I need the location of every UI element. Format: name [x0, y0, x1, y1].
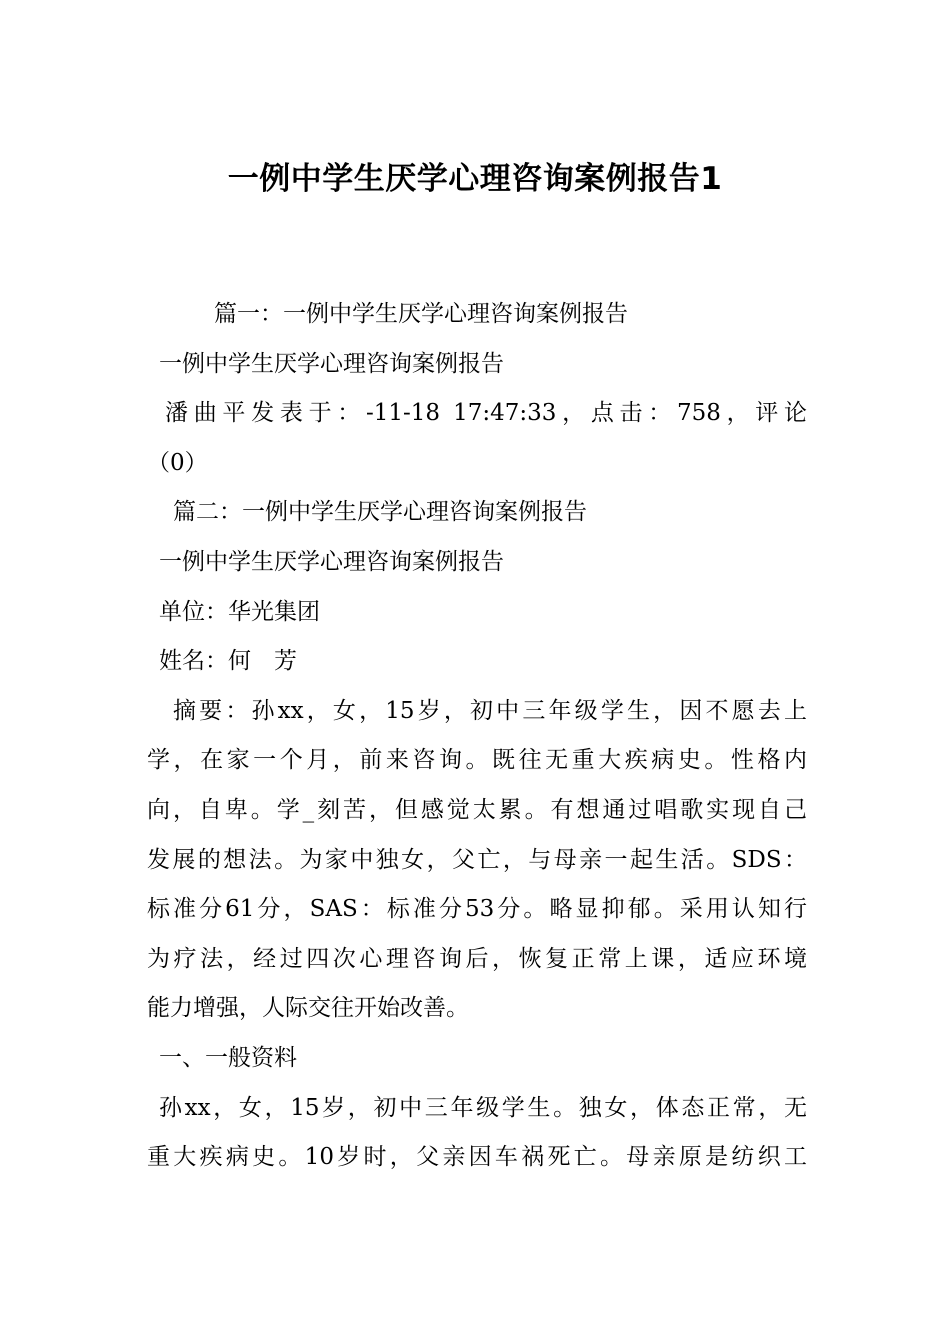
document-line: 单位：华光集团	[159, 598, 320, 625]
document-line: 摘要：孙xx，女，15岁，初中三年级学生，因不愿去上	[173, 697, 807, 724]
document-line: 一、一般资料	[159, 1044, 297, 1071]
document-line: 学，在家一个月，前来咨询。既往无重大疾病史。性格内	[147, 747, 807, 774]
document-line: 标准分61分，SAS：标准分53分。略显抑郁。采用认知行	[147, 896, 807, 923]
document-title: 一例中学生厌学心理咨询案例报告1	[227, 161, 723, 197]
document-body	[147, 290, 807, 1183]
document-line: 篇一：一例中学生厌学心理咨询案例报告	[214, 301, 628, 327]
document-line: 为疗法，经过四次心理咨询后，恢复正常上课，适应环境	[147, 945, 807, 972]
document-line: 一例中学生厌学心理咨询案例报告	[159, 548, 504, 575]
document-line: 篇二：一例中学生厌学心理咨询案例报告	[173, 499, 587, 526]
document-line: 向，自卑。学_刻苦，但感觉太累。有想通过唱歌实现自己	[147, 796, 807, 823]
document-line: （0）	[147, 449, 208, 476]
document-line: 一例中学生厌学心理咨询案例报告	[159, 350, 504, 377]
document-line: 姓名：何 芳	[159, 648, 297, 675]
document-line: 能力增强，人际交往开始改善。	[147, 995, 469, 1022]
document-line: 潘曲平发表于：-11-18 17:47:33，点击：758，评论	[165, 400, 807, 427]
document-line: 发展的想法。为家中独女，父亡，与母亲一起生活。SDS：	[147, 846, 807, 873]
document-line: 重大疾病史。10岁时，父亲因车祸死亡。母亲原是纺织工	[147, 1144, 807, 1171]
document-line: 孙xx，女，15岁，初中三年级学生。独女，体态正常，无	[159, 1094, 807, 1121]
